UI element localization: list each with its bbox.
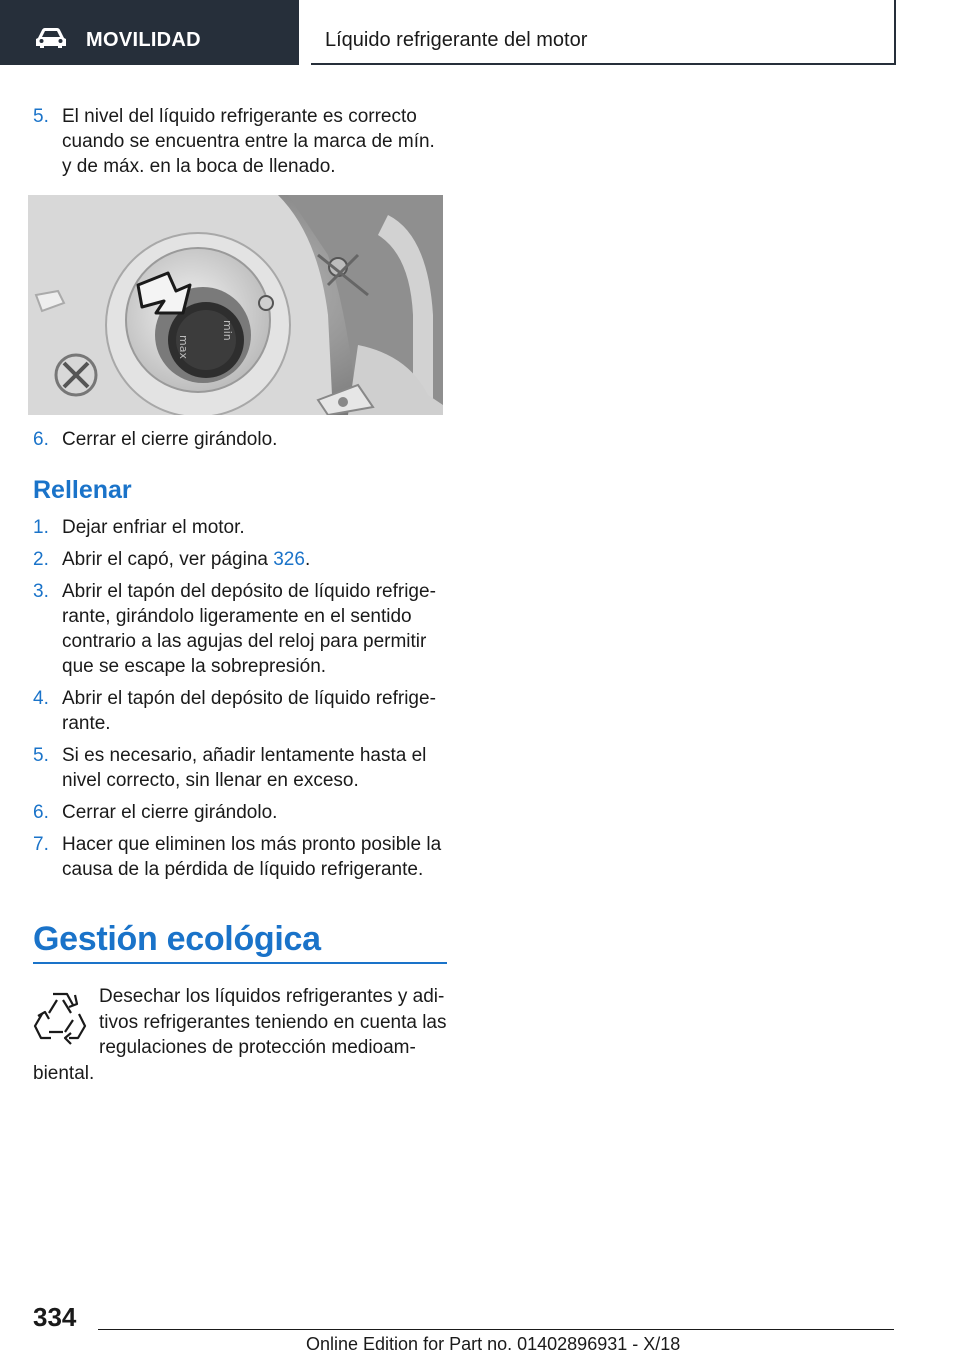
section-heading-eco: Gestión ecológica bbox=[33, 920, 321, 958]
cap-mark-max: max bbox=[177, 335, 190, 359]
step-number: 4. bbox=[33, 688, 49, 709]
step-text: Si es necesario, añadir lentamente hasta el nivel correcto, sin llenar en exceso. bbox=[62, 745, 427, 791]
eco-note bbox=[33, 984, 447, 1086]
footer-edition: Online Edition for Part no. 01402896931 - X/18 bbox=[306, 1334, 681, 1354]
list-item bbox=[33, 686, 447, 736]
list-item bbox=[33, 579, 447, 679]
step-text: Hacer que eliminen los más pronto posible la causa de la pérdida de líquido refrigerante. bbox=[62, 834, 442, 880]
step-text: El nivel del líquido refrigerante es correcto cuando se encuentra entre la marca de mín. y de máx. en la boca de llenado. bbox=[62, 106, 435, 177]
page-reference-link[interactable]: 326 bbox=[273, 549, 305, 570]
recycle-icon bbox=[33, 986, 87, 1046]
header-chapter-box bbox=[311, 0, 896, 65]
step-number: 5. bbox=[33, 106, 49, 127]
step-text: Abrir el tapón del depósito de líquido refrige- rante. bbox=[62, 688, 436, 734]
step-number: 1. bbox=[33, 517, 49, 538]
list-item bbox=[33, 743, 447, 793]
header-section-tab bbox=[0, 0, 299, 65]
step-number: 2. bbox=[33, 549, 49, 570]
step-text bbox=[62, 547, 447, 572]
eco-note-text: Desechar los líquidos refrigerantes y adi- tivos refrigerantes teniendo en cuenta las regulaciones de protección medioam- biental. bbox=[33, 986, 447, 1084]
step-number: 3. bbox=[33, 581, 49, 602]
step-text: Dejar enfriar el motor. bbox=[62, 517, 245, 538]
car-icon bbox=[34, 27, 68, 49]
cap-mark-min: min bbox=[221, 320, 234, 341]
step-number: 6. bbox=[33, 429, 49, 450]
list-item bbox=[33, 547, 447, 572]
heading-divider bbox=[33, 962, 447, 964]
footer-divider bbox=[98, 1329, 894, 1330]
step-number: 7. bbox=[33, 834, 49, 855]
step-text-after: . bbox=[304, 549, 311, 570]
step-text-before: Abrir el capó, ver página bbox=[62, 549, 274, 570]
step-text: Abrir el tapón del depósito de líquido refrige- rante, girándolo ligeramente en el sentido contrario a las agujas del reloj para permitir que se escape la sobrepresión. bbox=[62, 581, 436, 677]
page-number: 334 bbox=[33, 1302, 77, 1332]
step-number: 5. bbox=[33, 745, 49, 766]
list-item bbox=[33, 427, 447, 452]
header-chapter-title: Líquido refrigerante del motor bbox=[325, 29, 588, 51]
list-item bbox=[33, 104, 447, 179]
section-heading-refill: Rellenar bbox=[33, 476, 132, 504]
list-item bbox=[33, 832, 447, 882]
header-section-label: MOVILIDAD bbox=[86, 29, 201, 51]
list-item bbox=[33, 515, 447, 540]
step-number: 6. bbox=[33, 802, 49, 823]
step-text: Cerrar el cierre girándolo. bbox=[62, 429, 278, 450]
list-item bbox=[33, 800, 447, 825]
step-text: Cerrar el cierre girándolo. bbox=[62, 802, 278, 823]
coolant-reservoir-photo bbox=[28, 195, 443, 415]
